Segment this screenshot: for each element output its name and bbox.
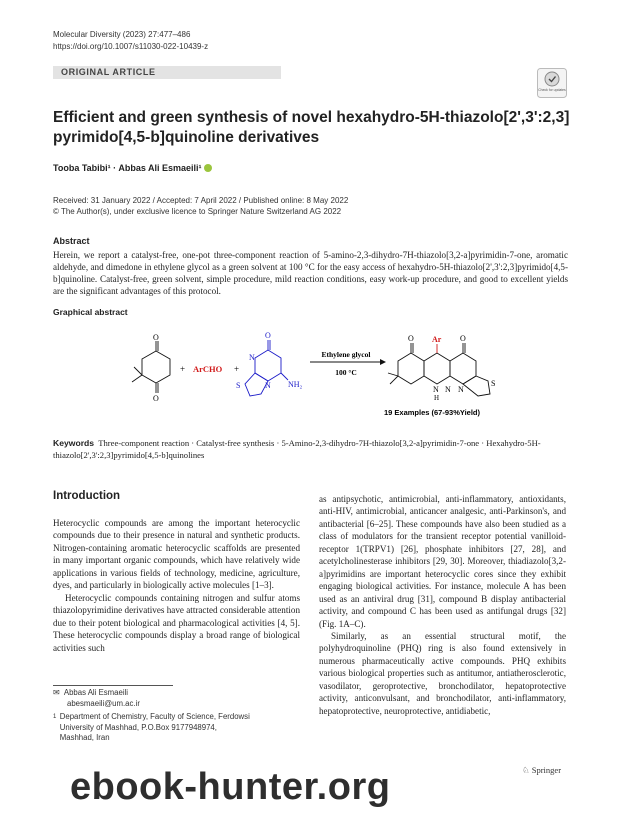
article-title: Efficient and green synthesis of novel hexahydro-5H-thiazolo[2',3':2,3] pyrimido[4,5-b]quinoline derivatives — [53, 109, 570, 146]
publication-dates — [53, 195, 348, 217]
check-updates-icon — [537, 68, 567, 98]
reaction-scheme — [120, 326, 520, 421]
reaction-arrowhead — [380, 359, 386, 365]
graphical-abstract-heading: Graphical abstract — [53, 307, 128, 317]
intro-paragraph-1: Heterocyclic compounds are among the important heterocyclic compounds due to their presence in natural and synthetic products. Nitrogen-containing aromatic heterocyclic scaffolds are presented in many important organic compounds, which have relatively wide applications in various fields of technology, medicine, agriculture, dyes, and particularly in biologically active molecules [1–3]. — [53, 518, 300, 591]
journal-citation: Molecular Diversity (2023) 27:477–486 — [53, 30, 191, 39]
publisher-logo — [522, 765, 561, 776]
affiliation-text: Department of Chemistry, Faculty of Science, Ferdowsi University of Mashhad, P.O.Box 9177948974, Mashhad, Iran — [59, 712, 250, 742]
keywords-label: Keywords — [53, 438, 95, 448]
thiazole-n: N — [265, 381, 271, 390]
product-o-right: O — [460, 334, 466, 343]
temperature-label: 100 °C — [335, 368, 357, 377]
keywords-block — [53, 437, 573, 461]
intro-paragraph-4: Similarly, as an essential structural motif, the polyhydroquinoline (PHQ) ring is also found extensively in numerous pharmaceutically active compounds. PHQ exhibits various biological properties such as antitumor, antiatherosclerotic, vasodilator, geroprotective, bronchodilator, hepatoprotective activity, anticonvulsant, and bronchodilator, anti-inflammatory, hepatoprotective, neuroprotective, antidiabetic, — [319, 630, 566, 716]
aryl-group: Ar — [432, 335, 442, 344]
solvent-label: Ethylene glycol — [321, 350, 371, 359]
pyrimidinone-n: N — [249, 353, 255, 362]
contact-email[interactable]: abesmaeili@um.ac.ir — [67, 698, 140, 708]
check-updates-label: Check for updates — [538, 88, 566, 92]
springer-horse-icon: ♘ — [522, 765, 530, 775]
product-n2: N — [458, 385, 464, 394]
dimedone-o-bottom: O — [153, 394, 159, 403]
envelope-icon: ✉ — [53, 688, 60, 697]
keywords-text: Three-component reaction · Catalyst-free synthesis · 5-Amino-2,3-dihydro-7H-thiazolo[3,2-a]pyrimidin-7-one · Hexahydro-5H-thiazolo[2',3':2,3]pyrimido[4,5-b]quinolines — [53, 438, 541, 460]
pyrimidinone-o: O — [265, 331, 271, 340]
dimedone-o-top: O — [153, 333, 159, 342]
product-o-left: O — [408, 334, 414, 343]
product-nh-h: H — [434, 394, 440, 402]
copyright-line: © The Author(s), under exclusive licence to Springer Nature Switzerland AG 2022 — [53, 207, 342, 216]
section-label-bar — [53, 66, 281, 79]
footnote-separator — [53, 685, 173, 686]
author-list — [53, 163, 212, 173]
watermark: ebook-hunter.org — [70, 766, 391, 808]
yield-caption: 19 Examples (67-93%Yield) — [383, 408, 481, 417]
right-column — [319, 493, 566, 717]
section-label: ORIGINAL ARTICLE — [61, 67, 156, 77]
thiazole-s: S — [236, 381, 241, 390]
plus-sign-1: + — [180, 364, 186, 374]
check-for-updates-badge[interactable] — [537, 68, 567, 98]
contact-name: Abbas Ali Esmaeili — [63, 688, 129, 697]
product-nh-n: N — [433, 385, 439, 394]
author-names: Tooba Tabibi¹ · Abbas Ali Esmaeili¹ — [53, 163, 202, 173]
intro-paragraph-2: Heterocyclic compounds containing nitrogen and sulfur atoms thiazolopyrimidine derivatives have attracted considerable attention due to their potent biological and pharmacological activities [4, 5]. These heterocyclic compounds display a broad range of biological activities such — [53, 592, 300, 653]
product-s: S — [491, 379, 496, 388]
abstract-heading: Abstract — [53, 236, 90, 246]
dimedone-structure — [132, 341, 170, 393]
affiliation — [53, 712, 253, 744]
corresponding-author — [53, 688, 140, 709]
doi-link[interactable]: https://doi.org/10.1007/s11030-022-10439-z — [53, 42, 209, 51]
dates-line: Received: 31 January 2022 / Accepted: 7 April 2022 / Published online: 8 May 2022 — [53, 196, 349, 205]
product-n1: N — [445, 385, 451, 394]
amino-group: NH₂ — [288, 380, 303, 389]
left-column — [53, 517, 300, 654]
plus-sign-2: + — [234, 364, 240, 374]
introduction-heading: Introduction — [53, 490, 121, 502]
publisher-name: Springer — [531, 765, 562, 775]
archo-reagent: ArCHO — [193, 364, 223, 374]
product-structure — [388, 343, 490, 396]
intro-paragraph-3: as antipsychotic, antimicrobial, anti-inflammatory, antioxidants, anti-HIV, antimicrobial, anticancer analgesic, anti-Parkinson's, and antibacterial [6–25]. These compounds have also been studied as a class of modulators for the transient receptor potential vanilloid-receptor 1(TRPV1) [26], phosphate inhibitors [27, 28], and acetylcholinesterase inhibitors [29, 30]. Moreover, thiadiazolo[3,2-a]pyrimidins are important heterocyclic cores since they exhibit engaging biological activities. For instance, molecule A has been used as an antiviral drug [31], compound B display antibacterial activity, and compound C has been used as antifungal drugs [32] (Fig. 1A–C). — [319, 494, 566, 629]
abstract-text: Herein, we report a catalyst-free, one-pot three-component reaction of 5-amino-2,3-dihydro-7H-thiazolo[3,2-a]pyrimidin-7-one, aromatic aldehyde, and dimedone in ethylene glycol as a green solvent at 100 °C for the easy access of hexahydro-5H-thiazolo[2',3':2,3]pyrimido[4,5-b]quinoline. Catalyst-free, green solvent, simple procedure, mild reaction conditions, easy work-up procedure, and good to excellent yields are the significant advantages of this protocol. — [53, 250, 568, 296]
affiliation-number: 1 — [53, 714, 57, 720]
journal-header — [53, 29, 208, 53]
orcid-icon[interactable] — [204, 164, 212, 172]
